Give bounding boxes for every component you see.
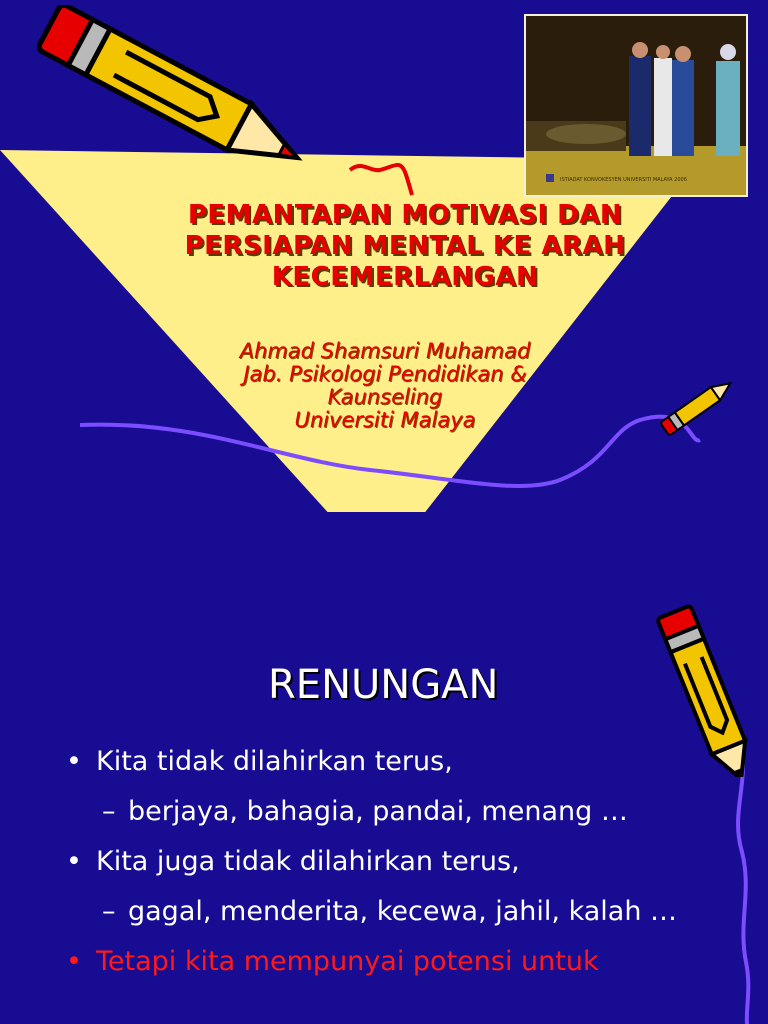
- author-name: Ahmad Shamsuri Muhamad: [239, 339, 531, 363]
- bullet-item: [62, 844, 702, 880]
- slide-title-text: [110, 200, 700, 293]
- graduation-scene-image: [526, 16, 746, 195]
- bullet-text: Tetapi kita mempunyai potensi untuk: [96, 946, 599, 977]
- pencil-icon: [650, 378, 740, 438]
- title-line: KECEMERLANGAN: [271, 262, 539, 292]
- author-university: Universiti Malaya: [294, 408, 476, 432]
- bullet-text: gagal, menderita, kecewa, jahil, kalah …: [128, 896, 678, 927]
- title-line: PEMANTAPAN MOTIVASI DAN: [187, 200, 623, 230]
- bullet-marker: –: [102, 896, 116, 927]
- bullet-text: berjaya, bahagia, pandai, menang …: [128, 796, 628, 827]
- bullet-marker: •: [66, 846, 82, 877]
- bullet-item: [62, 744, 702, 780]
- author-block: [170, 340, 600, 432]
- bullet-marker: –: [102, 796, 116, 827]
- pencil-icon: [10, 5, 350, 195]
- bullet-marker: •: [66, 946, 82, 977]
- photo-caption: ISTIADAT KONVOKESYEN UNIVERSITI MALAYA 2006: [560, 177, 687, 183]
- bullet-item-highlight: [62, 944, 702, 980]
- author-department: Jab. Psikologi Pendidikan &: [243, 362, 527, 386]
- bullet-marker: •: [66, 746, 82, 777]
- title-line: PERSIAPAN MENTAL KE ARAH: [184, 231, 626, 261]
- slide-heading: RENUNGAN: [268, 662, 499, 708]
- bullet-list: [62, 744, 702, 994]
- slide-renungan: [0, 512, 768, 1024]
- squiggle-line: [700, 742, 768, 1024]
- sub-bullet-item: [62, 894, 688, 930]
- graduation-photo: [524, 14, 748, 197]
- bullet-text: Kita juga tidak dilahirkan terus,: [96, 846, 520, 877]
- author-department-cont: Kaunseling: [327, 385, 443, 409]
- sub-bullet-item: [62, 794, 702, 830]
- bullet-text: Kita tidak dilahirkan terus,: [96, 746, 453, 777]
